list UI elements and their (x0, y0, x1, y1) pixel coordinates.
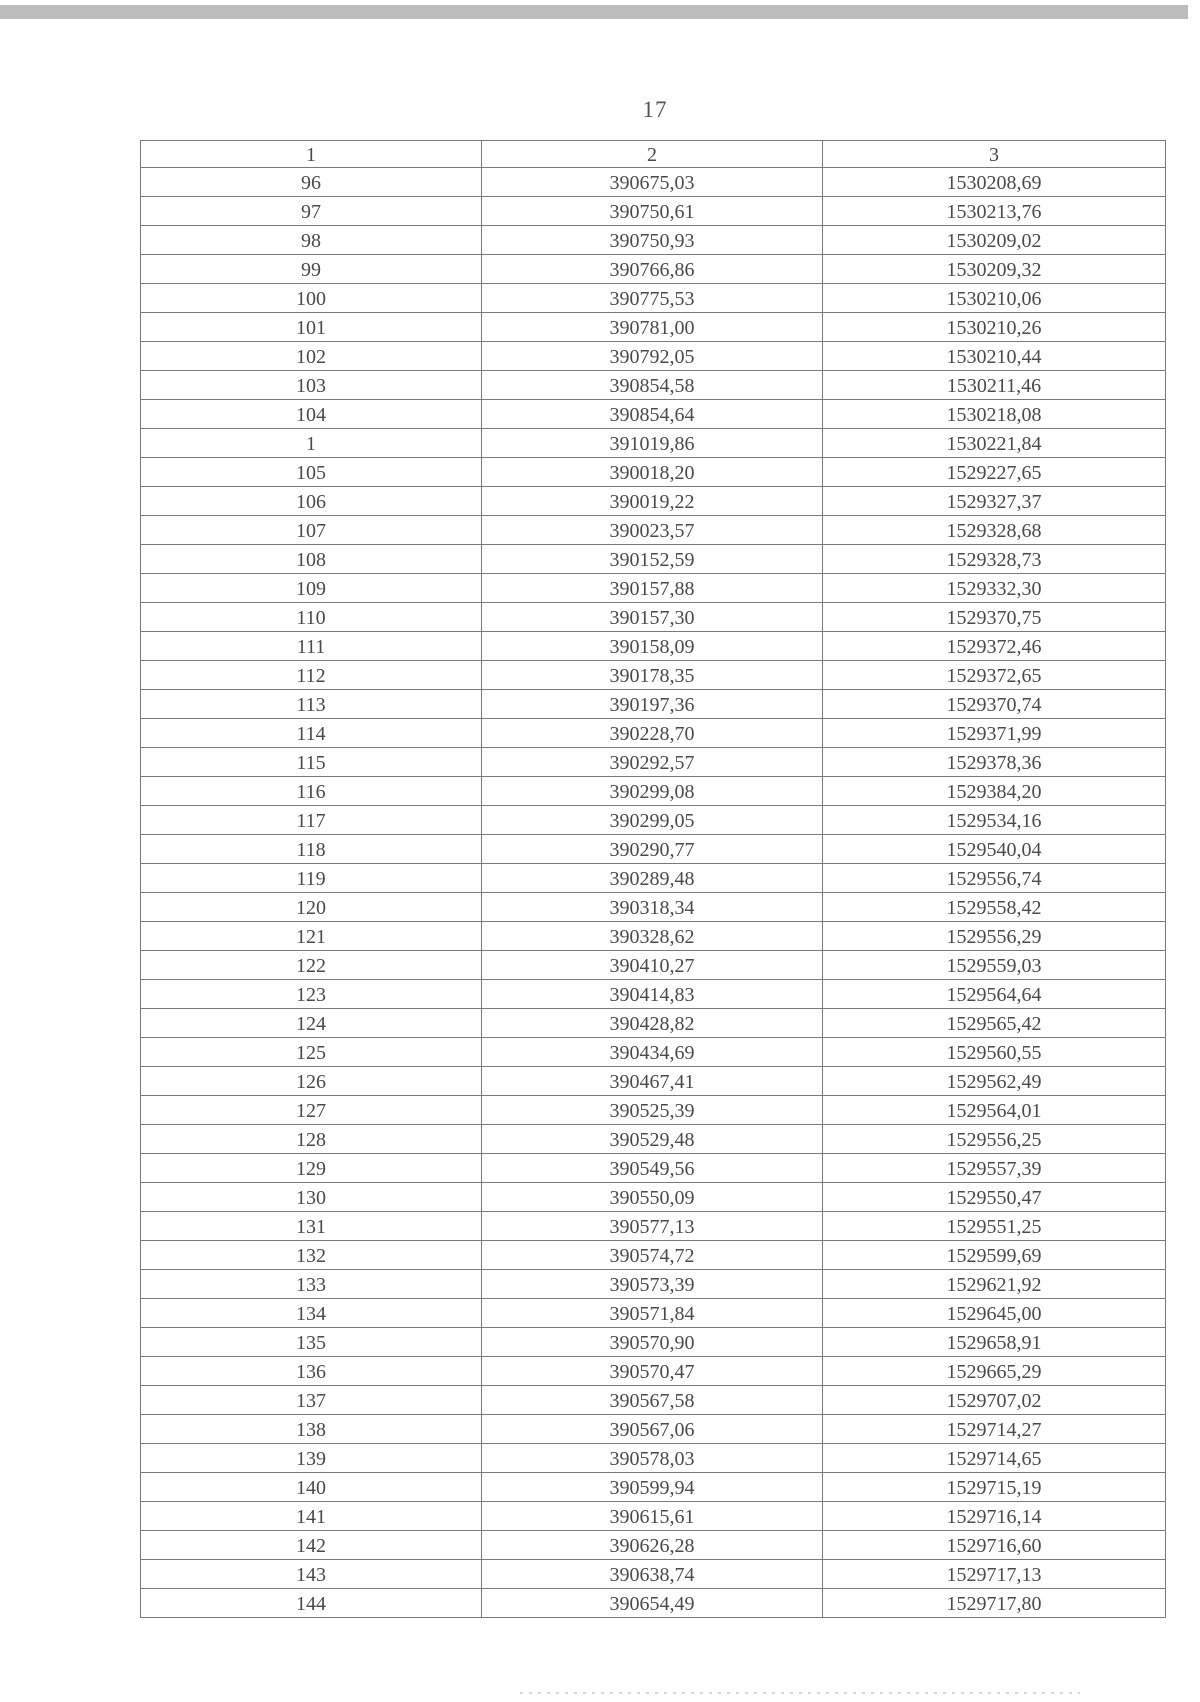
x-coordinate-cell: 390434,69 (482, 1038, 823, 1067)
table-row (141, 777, 1166, 806)
x-coordinate-cell: 390775,53 (482, 284, 823, 313)
x-coordinate-cell: 390289,48 (482, 864, 823, 893)
x-coordinate-cell: 391019,86 (482, 429, 823, 458)
table-row (141, 1328, 1166, 1357)
table-row (141, 1560, 1166, 1589)
x-coordinate-cell: 390023,57 (482, 516, 823, 545)
x-coordinate-cell: 390178,35 (482, 661, 823, 690)
y-coordinate-cell: 1529371,99 (823, 719, 1166, 748)
table-row (141, 1183, 1166, 1212)
y-coordinate-cell: 1529556,29 (823, 922, 1166, 951)
y-coordinate-cell: 1529370,75 (823, 603, 1166, 632)
point-number-cell: 124 (141, 1009, 482, 1038)
table-header (141, 141, 1166, 168)
table-row (141, 748, 1166, 777)
y-coordinate-cell: 1529717,80 (823, 1589, 1166, 1618)
y-coordinate-cell: 1530221,84 (823, 429, 1166, 458)
table-row (141, 487, 1166, 516)
point-number-cell: 133 (141, 1270, 482, 1299)
table-row (141, 371, 1166, 400)
table-row (141, 458, 1166, 487)
header-row (141, 141, 1166, 168)
column-header-1: 1 (141, 141, 482, 168)
x-coordinate-cell: 390525,39 (482, 1096, 823, 1125)
x-coordinate-cell: 390328,62 (482, 922, 823, 951)
x-coordinate-cell: 390571,84 (482, 1299, 823, 1328)
point-number-cell: 136 (141, 1357, 482, 1386)
table-row (141, 835, 1166, 864)
x-coordinate-cell: 390157,30 (482, 603, 823, 632)
point-number-cell: 138 (141, 1415, 482, 1444)
table-row (141, 313, 1166, 342)
x-coordinate-cell: 390529,48 (482, 1125, 823, 1154)
point-number-cell: 141 (141, 1502, 482, 1531)
x-coordinate-cell: 390197,36 (482, 690, 823, 719)
table-row (141, 1444, 1166, 1473)
y-coordinate-cell: 1529534,16 (823, 806, 1166, 835)
y-coordinate-cell: 1529715,19 (823, 1473, 1166, 1502)
point-number-cell: 131 (141, 1212, 482, 1241)
point-number-cell: 100 (141, 284, 482, 313)
table-row (141, 980, 1166, 1009)
y-coordinate-cell: 1529621,92 (823, 1270, 1166, 1299)
y-coordinate-cell: 1529372,46 (823, 632, 1166, 661)
table-row (141, 1502, 1166, 1531)
x-coordinate-cell: 390428,82 (482, 1009, 823, 1038)
column-header-2: 2 (482, 141, 823, 168)
x-coordinate-cell: 390299,08 (482, 777, 823, 806)
point-number-cell: 140 (141, 1473, 482, 1502)
table-row (141, 1415, 1166, 1444)
y-coordinate-cell: 1529556,74 (823, 864, 1166, 893)
x-coordinate-cell: 390574,72 (482, 1241, 823, 1270)
table-row (141, 516, 1166, 545)
y-coordinate-cell: 1529378,36 (823, 748, 1166, 777)
point-number-cell: 137 (141, 1386, 482, 1415)
x-coordinate-cell: 390410,27 (482, 951, 823, 980)
x-coordinate-cell: 390018,20 (482, 458, 823, 487)
y-coordinate-cell: 1529372,65 (823, 661, 1166, 690)
y-coordinate-cell: 1529557,39 (823, 1154, 1166, 1183)
y-coordinate-cell: 1529558,42 (823, 893, 1166, 922)
point-number-cell: 117 (141, 806, 482, 835)
x-coordinate-cell: 390854,64 (482, 400, 823, 429)
scan-top-edge (0, 0, 1200, 28)
table-row (141, 806, 1166, 835)
point-number-cell: 127 (141, 1096, 482, 1125)
x-coordinate-cell: 390299,05 (482, 806, 823, 835)
x-coordinate-cell: 390578,03 (482, 1444, 823, 1473)
table-row (141, 690, 1166, 719)
table-row (141, 1299, 1166, 1328)
y-coordinate-cell: 1529564,64 (823, 980, 1166, 1009)
table-row (141, 1270, 1166, 1299)
point-number-cell: 130 (141, 1183, 482, 1212)
point-number-cell: 99 (141, 255, 482, 284)
column-header-3: 3 (823, 141, 1166, 168)
y-coordinate-cell: 1529560,55 (823, 1038, 1166, 1067)
table-row (141, 1241, 1166, 1270)
table-row (141, 603, 1166, 632)
x-coordinate-cell: 390792,05 (482, 342, 823, 371)
y-coordinate-cell: 1529556,25 (823, 1125, 1166, 1154)
point-number-cell: 120 (141, 893, 482, 922)
y-coordinate-cell: 1530210,44 (823, 342, 1166, 371)
y-coordinate-cell: 1530209,32 (823, 255, 1166, 284)
point-number-cell: 121 (141, 922, 482, 951)
table-row (141, 1473, 1166, 1502)
y-coordinate-cell: 1529328,68 (823, 516, 1166, 545)
point-number-cell: 142 (141, 1531, 482, 1560)
point-number-cell: 112 (141, 661, 482, 690)
table-row (141, 661, 1166, 690)
scan-artifact (520, 1692, 1080, 1694)
point-number-cell: 132 (141, 1241, 482, 1270)
point-number-cell: 106 (141, 487, 482, 516)
point-number-cell: 111 (141, 632, 482, 661)
y-coordinate-cell: 1529714,65 (823, 1444, 1166, 1473)
x-coordinate-cell: 390019,22 (482, 487, 823, 516)
point-number-cell: 123 (141, 980, 482, 1009)
table-row (141, 197, 1166, 226)
table-row (141, 226, 1166, 255)
x-coordinate-cell: 390626,28 (482, 1531, 823, 1560)
x-coordinate-cell: 390638,74 (482, 1560, 823, 1589)
y-coordinate-cell: 1530209,02 (823, 226, 1166, 255)
x-coordinate-cell: 390599,94 (482, 1473, 823, 1502)
point-number-cell: 119 (141, 864, 482, 893)
point-number-cell: 129 (141, 1154, 482, 1183)
point-number-cell: 128 (141, 1125, 482, 1154)
table-row (141, 1386, 1166, 1415)
y-coordinate-cell: 1529658,91 (823, 1328, 1166, 1357)
y-coordinate-cell: 1529562,49 (823, 1067, 1166, 1096)
point-number-cell: 97 (141, 197, 482, 226)
x-coordinate-cell: 390675,03 (482, 168, 823, 197)
x-coordinate-cell: 390152,59 (482, 545, 823, 574)
table-row (141, 1531, 1166, 1560)
point-number-cell: 114 (141, 719, 482, 748)
y-coordinate-cell: 1530210,26 (823, 313, 1166, 342)
y-coordinate-cell: 1529717,13 (823, 1560, 1166, 1589)
x-coordinate-cell: 390414,83 (482, 980, 823, 1009)
x-coordinate-cell: 390467,41 (482, 1067, 823, 1096)
table-row (141, 1038, 1166, 1067)
point-number-cell: 135 (141, 1328, 482, 1357)
x-coordinate-cell: 390228,70 (482, 719, 823, 748)
y-coordinate-cell: 1530210,06 (823, 284, 1166, 313)
point-number-cell: 143 (141, 1560, 482, 1589)
y-coordinate-cell: 1529564,01 (823, 1096, 1166, 1125)
x-coordinate-cell: 390654,49 (482, 1589, 823, 1618)
x-coordinate-cell: 390573,39 (482, 1270, 823, 1299)
x-coordinate-cell: 390570,90 (482, 1328, 823, 1357)
table-row (141, 1096, 1166, 1125)
table-row (141, 400, 1166, 429)
point-number-cell: 122 (141, 951, 482, 980)
point-number-cell: 103 (141, 371, 482, 400)
table-row (141, 1212, 1166, 1241)
point-number-cell: 108 (141, 545, 482, 574)
x-coordinate-cell: 390615,61 (482, 1502, 823, 1531)
point-number-cell: 1 (141, 429, 482, 458)
y-coordinate-cell: 1529645,00 (823, 1299, 1166, 1328)
x-coordinate-cell: 390567,58 (482, 1386, 823, 1415)
y-coordinate-cell: 1529384,20 (823, 777, 1166, 806)
y-coordinate-cell: 1529328,73 (823, 545, 1166, 574)
table-row (141, 1589, 1166, 1618)
y-coordinate-cell: 1529714,27 (823, 1415, 1166, 1444)
y-coordinate-cell: 1529707,02 (823, 1386, 1166, 1415)
y-coordinate-cell: 1529665,29 (823, 1357, 1166, 1386)
point-number-cell: 107 (141, 516, 482, 545)
x-coordinate-cell: 390549,56 (482, 1154, 823, 1183)
table-row (141, 922, 1166, 951)
table-row (141, 429, 1166, 458)
y-coordinate-cell: 1530208,69 (823, 168, 1166, 197)
y-coordinate-cell: 1529550,47 (823, 1183, 1166, 1212)
y-coordinate-cell: 1529227,65 (823, 458, 1166, 487)
y-coordinate-cell: 1529332,30 (823, 574, 1166, 603)
y-coordinate-cell: 1529327,37 (823, 487, 1166, 516)
point-number-cell: 126 (141, 1067, 482, 1096)
table-body (141, 168, 1166, 1618)
x-coordinate-cell: 390158,09 (482, 632, 823, 661)
x-coordinate-cell: 390854,58 (482, 371, 823, 400)
x-coordinate-cell: 390157,88 (482, 574, 823, 603)
x-coordinate-cell: 390570,47 (482, 1357, 823, 1386)
y-coordinate-cell: 1529716,14 (823, 1502, 1166, 1531)
point-number-cell: 134 (141, 1299, 482, 1328)
table-row (141, 632, 1166, 661)
point-number-cell: 102 (141, 342, 482, 371)
point-number-cell: 113 (141, 690, 482, 719)
x-coordinate-cell: 390290,77 (482, 835, 823, 864)
x-coordinate-cell: 390750,61 (482, 197, 823, 226)
point-number-cell: 110 (141, 603, 482, 632)
x-coordinate-cell: 390567,06 (482, 1415, 823, 1444)
scan-border-strip (0, 5, 1188, 19)
table-row (141, 719, 1166, 748)
point-number-cell: 115 (141, 748, 482, 777)
point-number-cell: 101 (141, 313, 482, 342)
y-coordinate-cell: 1529716,60 (823, 1531, 1166, 1560)
point-number-cell: 109 (141, 574, 482, 603)
y-coordinate-cell: 1529370,74 (823, 690, 1166, 719)
coordinates-table (140, 140, 1166, 1618)
x-coordinate-cell: 390292,57 (482, 748, 823, 777)
point-number-cell: 125 (141, 1038, 482, 1067)
table-row (141, 284, 1166, 313)
y-coordinate-cell: 1529540,04 (823, 835, 1166, 864)
table-row (141, 951, 1166, 980)
y-coordinate-cell: 1530218,08 (823, 400, 1166, 429)
point-number-cell: 144 (141, 1589, 482, 1618)
table-row (141, 255, 1166, 284)
table-row (141, 574, 1166, 603)
x-coordinate-cell: 390577,13 (482, 1212, 823, 1241)
table-row (141, 342, 1166, 371)
point-number-cell: 118 (141, 835, 482, 864)
table-row (141, 1125, 1166, 1154)
point-number-cell: 105 (141, 458, 482, 487)
table-row (141, 1067, 1166, 1096)
table-row (141, 1154, 1166, 1183)
point-number-cell: 98 (141, 226, 482, 255)
table-row (141, 893, 1166, 922)
table-row (141, 864, 1166, 893)
x-coordinate-cell: 390781,00 (482, 313, 823, 342)
table-row (141, 168, 1166, 197)
x-coordinate-cell: 390318,34 (482, 893, 823, 922)
point-number-cell: 96 (141, 168, 482, 197)
table-row (141, 1009, 1166, 1038)
point-number-cell: 104 (141, 400, 482, 429)
y-coordinate-cell: 1529599,69 (823, 1241, 1166, 1270)
table-row (141, 1357, 1166, 1386)
page-number: 17 (642, 97, 668, 122)
x-coordinate-cell: 390766,86 (482, 255, 823, 284)
y-coordinate-cell: 1529565,42 (823, 1009, 1166, 1038)
y-coordinate-cell: 1529551,25 (823, 1212, 1166, 1241)
y-coordinate-cell: 1529559,03 (823, 951, 1166, 980)
point-number-cell: 116 (141, 777, 482, 806)
point-number-cell: 139 (141, 1444, 482, 1473)
x-coordinate-cell: 390550,09 (482, 1183, 823, 1212)
y-coordinate-cell: 1530211,46 (823, 371, 1166, 400)
table-row (141, 545, 1166, 574)
x-coordinate-cell: 390750,93 (482, 226, 823, 255)
y-coordinate-cell: 1530213,76 (823, 197, 1166, 226)
